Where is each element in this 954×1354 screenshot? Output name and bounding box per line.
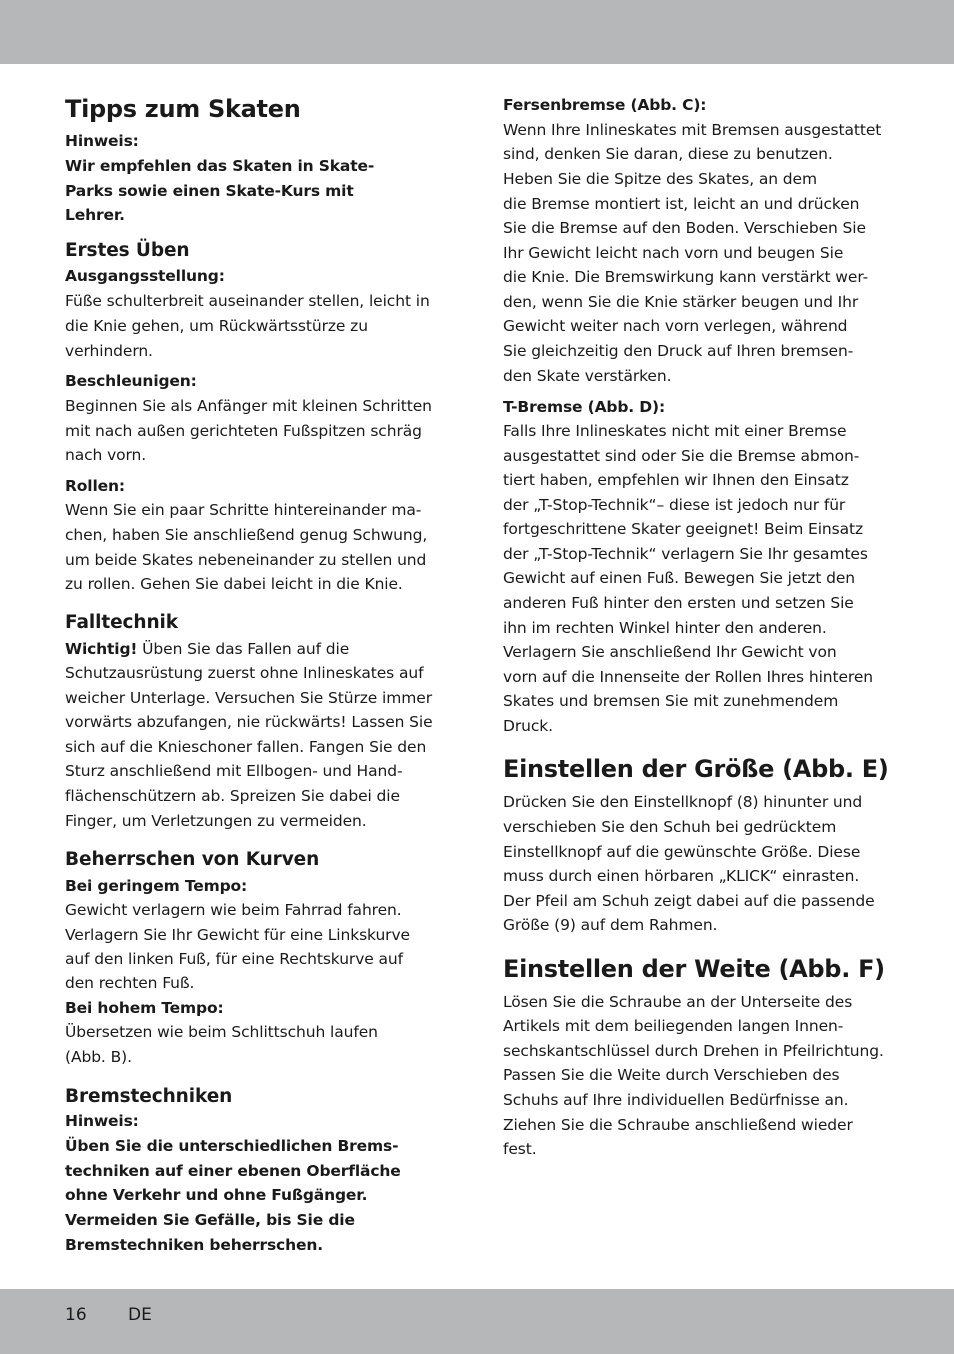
body-text-line: Heben Sie die Spitze des Skates, an dem xyxy=(503,170,817,188)
body-text-line: um beide Skates nebeneinander zu stellen und xyxy=(65,551,427,569)
body-text-line: muss durch einen hörbaren „KLICK“ einrasten. xyxy=(503,867,860,885)
body-text-line: fortgeschrittene Skater geeignet! Beim Einsatz xyxy=(503,520,864,538)
bold-text-line: Fersenbremse (Abb. C): xyxy=(503,96,707,114)
body-text-line: Sie die Bremse auf den Boden. Verschieben Sie xyxy=(503,219,866,237)
body-text-line: chen, haben Sie anschließend genug Schwung, xyxy=(65,526,428,544)
body-text-line: Beginnen Sie als Anfänger mit kleinen Schritten xyxy=(65,397,432,415)
body-text-line: Gewicht weiter nach vorn verlegen, während xyxy=(503,317,848,335)
body-text-line: Füße schulterbreit auseinander stellen, leicht in xyxy=(65,292,430,310)
body-text-line: Schutzausrüstung zuerst ohne Inlineskates auf xyxy=(65,664,424,682)
bold-text-line: Beschleunigen: xyxy=(65,372,197,390)
body-text-line: (Abb. B). xyxy=(65,1048,132,1066)
body-text-line: Finger, um Verletzungen zu vermeiden. xyxy=(65,812,367,830)
bold-text-line: Wir empfehlen das Skaten in Skate- xyxy=(65,157,375,175)
body-text-line: Falls Ihre Inlineskates nicht mit einer Bremse xyxy=(503,422,847,440)
body-text-line: nach vorn. xyxy=(65,446,147,464)
language-code: DE xyxy=(128,1305,152,1325)
body-text-line: sich auf die Knieschoner fallen. Fangen Sie den xyxy=(65,738,427,756)
section-heading: Einstellen der Weite (Abb. F) xyxy=(503,955,885,983)
section-heading: Beherrschen von Kurven xyxy=(65,849,320,870)
body-text-line: verhindern. xyxy=(65,342,153,360)
bold-text-line: Bei hohem Tempo: xyxy=(65,999,224,1017)
section-heading: Einstellen der Größe (Abb. E) xyxy=(503,755,889,783)
body-text-line: Skates und bremsen Sie mit zunehmendem xyxy=(503,692,839,710)
body-text-line: Ziehen Sie die Schraube anschließend wieder xyxy=(503,1116,853,1134)
bold-text-line: Vermeiden Sie Gefälle, bis Sie die xyxy=(65,1211,355,1229)
body-text-line: Gewicht verlagern wie beim Fahrrad fahren. xyxy=(65,901,402,919)
section-heading: Erstes Üben xyxy=(65,240,190,261)
body-text-line: mit nach außen gerichteten Fußspitzen schräg xyxy=(65,422,422,440)
body-text-line: vorwärts abzufangen, nie rückwärts! Lassen Sie xyxy=(65,713,433,731)
body-text-line: sechskantschlüssel durch Drehen in Pfeilrichtung. xyxy=(503,1042,884,1060)
emphasis-label: Wichtig! xyxy=(65,640,138,658)
bold-text-line: T-Bremse (Abb. D): xyxy=(503,398,665,416)
body-text: Üben Sie das Fallen auf die xyxy=(137,640,350,658)
body-text-line: Lösen Sie die Schraube an der Unterseite des xyxy=(503,993,853,1011)
body-text-line: die Bremse montiert ist, leicht an und drücken xyxy=(503,195,860,213)
section-heading: Falltechnik xyxy=(65,612,178,633)
body-text-line: fest. xyxy=(503,1140,537,1158)
body-text-line: Verlagern Sie Ihr Gewicht für eine Linkskurve xyxy=(65,926,410,944)
body-text-line: anderen Fuß hinter den ersten und setzen Sie xyxy=(503,594,854,612)
page-number: 16 xyxy=(65,1305,87,1325)
body-text-line xyxy=(65,638,349,660)
body-text-line: Verlagern Sie anschließend Ihr Gewicht von xyxy=(503,643,837,661)
body-text-line: Artikels mit dem beiliegenden langen Innen- xyxy=(503,1017,844,1035)
bold-text-line: Ausgangsstellung: xyxy=(65,267,225,285)
body-text-line: verschieben Sie den Schuh bei gedrücktem xyxy=(503,818,837,836)
body-text-line: Einstellknopf auf die gewünschte Größe. Diese xyxy=(503,843,861,861)
body-text-line: Ihr Gewicht leicht nach vorn und beugen Sie xyxy=(503,244,844,262)
body-text-line: ausgestattet sind oder Sie die Bremse abmon- xyxy=(503,447,860,465)
body-text-line: Drücken Sie den Einstellknopf (8) hinunter und xyxy=(503,793,863,811)
body-text-line: Passen Sie die Weite durch Verschieben des xyxy=(503,1066,840,1084)
body-text-line: Gewicht auf einen Fuß. Bewegen Sie jetzt den xyxy=(503,569,856,587)
body-text-line: die Knie gehen, um Rückwärtsstürze zu xyxy=(65,317,368,335)
body-text-line: der „T-Stop-Technik“– diese ist jedoch nur für xyxy=(503,496,846,514)
body-text-line: Größe (9) auf dem Rahmen. xyxy=(503,916,718,934)
body-text-line: den, wenn Sie die Knie stärker beugen und Ihr xyxy=(503,293,859,311)
bold-text-line: Üben Sie die unterschiedlichen Brems- xyxy=(65,1137,399,1155)
bold-text-line: Bei geringem Tempo: xyxy=(65,877,248,895)
body-text-line: Sturz anschließend mit Ellbogen- und Hand- xyxy=(65,762,403,780)
body-text-line: Der Pfeil am Schuh zeigt dabei auf die passende xyxy=(503,892,875,910)
body-text-line: den rechten Fuß. xyxy=(65,974,195,992)
body-text-line: vorn auf die Innenseite der Rollen Ihres hinteren xyxy=(503,668,874,686)
bold-text-line: Rollen: xyxy=(65,477,125,495)
body-text-line: ihn im rechten Winkel hinter den anderen. xyxy=(503,619,827,637)
section-heading: Tipps zum Skaten xyxy=(65,95,301,123)
bold-text-line: Hinweis: xyxy=(65,1112,139,1130)
body-text-line: Schuhs auf Ihre individuellen Bedürfnisse an. xyxy=(503,1091,849,1109)
body-text-line: Sie gleichzeitig den Druck auf Ihren bremsen- xyxy=(503,342,854,360)
body-text-line: Druck. xyxy=(503,717,553,735)
body-text-line: weicher Unterlage. Versuchen Sie Stürze immer xyxy=(65,689,432,707)
bold-text-line: techniken auf einer ebenen Oberfläche xyxy=(65,1162,401,1180)
body-text-line: auf den linken Fuß, für eine Rechtskurve auf xyxy=(65,950,404,968)
page-footer xyxy=(65,1303,152,1327)
body-text-line: sind, denken Sie daran, diese zu benutzen. xyxy=(503,145,833,163)
bold-text-line: Hinweis: xyxy=(65,132,139,150)
body-text-line: flächenschützern ab. Spreizen Sie dabei die xyxy=(65,787,400,805)
section-heading: Bremstechniken xyxy=(65,1086,233,1107)
bold-text-line: Parks sowie einen Skate-Kurs mit xyxy=(65,182,354,200)
body-text-line: die Knie. Die Bremswirkung kann verstärkt wer- xyxy=(503,268,869,286)
body-text-line: den Skate verstärken. xyxy=(503,367,672,385)
body-text-line: tiert haben, empfehlen wir Ihnen den Einsatz xyxy=(503,471,849,489)
body-text-line: zu rollen. Gehen Sie dabei leicht in die Knie. xyxy=(65,575,403,593)
bold-text-line: Lehrer. xyxy=(65,206,125,224)
body-text-line: Übersetzen wie beim Schlittschuh laufen xyxy=(65,1023,378,1041)
bold-text-line: Bremstechniken beherrschen. xyxy=(65,1236,323,1254)
body-text-line: Wenn Ihre Inlineskates mit Bremsen ausgestattet xyxy=(503,121,882,139)
bold-text-line: ohne Verkehr und ohne Fußgänger. xyxy=(65,1186,368,1204)
body-text-line: der „T-Stop-Technik“ verlagern Sie Ihr gesamtes xyxy=(503,545,868,563)
header-band xyxy=(0,0,954,64)
body-text-line: Wenn Sie ein paar Schritte hintereinander ma- xyxy=(65,501,422,519)
